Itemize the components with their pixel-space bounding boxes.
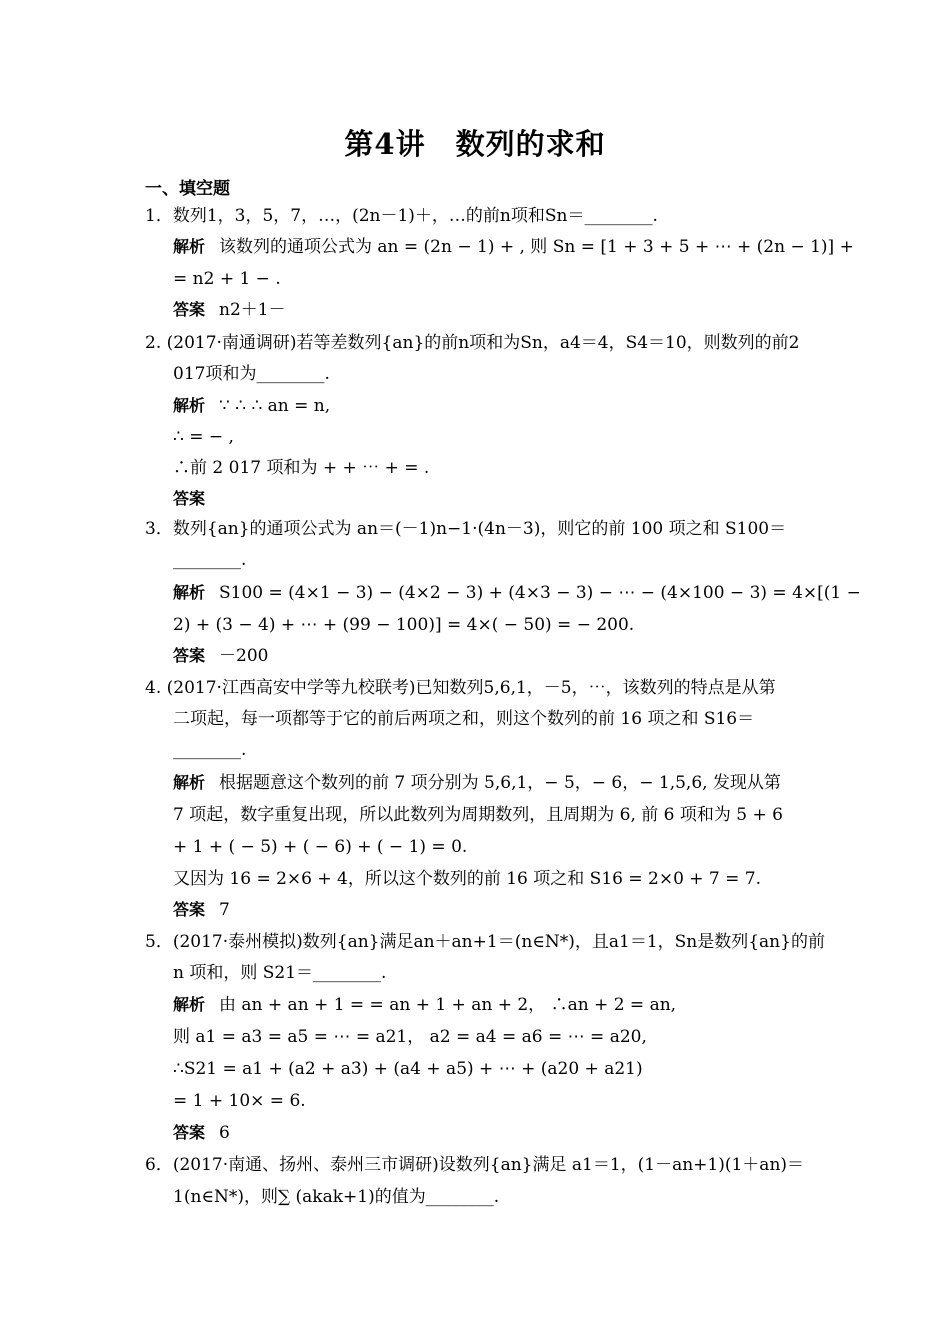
- page-title: 第4讲 数列的求和: [344, 127, 606, 161]
- answer-label: 答案: [173, 489, 206, 508]
- problem-4: 4. (2017·江西高安中学等九校联考)已知数列5,6,1，－5，⋯，该数列的特点是从第: [145, 678, 776, 698]
- analysis-label: 解析: [173, 237, 206, 256]
- problem-1-analysis-cont: = n2 + 1 − .: [173, 269, 281, 289]
- problem-2-analysis-line3: ∴前 2 017 项和为 + + ⋯ + = .: [173, 458, 430, 478]
- problem-2: 2. (2017·南通调研)若等差数列{an}的前n项和为Sn，a4＝4，S4＝10，则数列的前2: [145, 333, 800, 353]
- problem-4-analysis-line2: 7 项起，数字重复出现，所以此数列为周期数列，且周期为 6, 前 6 项和为 5 + 6: [173, 805, 783, 825]
- problem-5: 5．(2017·泰州模拟)数列{an}满足an＋an+1＝(n∈N*)，且a1＝1，Sn是数列{an}的前: [145, 932, 825, 952]
- problem-3-cont: ________.: [173, 550, 247, 570]
- answer-label: 答案: [173, 900, 206, 919]
- analysis-label: 解析: [173, 995, 206, 1014]
- answer-label: 答案: [173, 1123, 206, 1142]
- problem-4-analysis-line4: 又因为 16 = 2×6 + 4，所以这个数列的前 16 项之和 S16 = 2×0 + 7 = 7.: [173, 869, 762, 889]
- analysis-label: 解析: [173, 396, 206, 415]
- problem-4-cont: 二项起，每一项都等于它的前后两项之和，则这个数列的前 16 项之和 S16＝: [173, 709, 755, 729]
- problem-3-answer: 答案 －200: [173, 646, 269, 666]
- problem-2-analysis: 解析 ∵ ∴ ∴ an = n,: [173, 396, 331, 416]
- problem-5-analysis-line4: = 1 + 10× = 6.: [173, 1091, 306, 1111]
- problem-3-analysis-cont: 2) + (3 − 4) + ⋯ + (99 − 100)] = 4×( − 50) = − 200.: [173, 615, 635, 635]
- problem-1-answer: 答案 n2＋1－: [173, 300, 286, 320]
- problem-5-analysis: 解析 由 an + an + 1 = = an + 1 + an + 2， ∴an + 2 = an,: [173, 995, 677, 1015]
- problem-2-cont: 017项和为________.: [173, 364, 330, 384]
- problem-6-cont: 1(n∈N*)，则∑ (akak+1)的值为________.: [173, 1187, 500, 1207]
- problem-1-analysis: 解析 该数列的通项公式为 an = (2n − 1) + , 则 Sn = [1 + 3 + 5 + ⋯ + (2n − 1)] +: [173, 237, 854, 257]
- problem-4-answer: 答案 7: [173, 900, 230, 920]
- problem-5-cont: n 项和，则 S21＝________.: [173, 963, 387, 983]
- problem-4-blank: ________.: [173, 740, 247, 760]
- problem-3: 3．数列{an}的通项公式为 an＝(－1)n−1·(4n－3)，则它的前 100 项之和 S100＝: [145, 519, 787, 539]
- problem-5-answer: 答案 6: [173, 1123, 230, 1143]
- analysis-label: 解析: [173, 583, 206, 602]
- answer-label: 答案: [173, 300, 206, 319]
- section-heading: 一、填空题: [145, 179, 230, 199]
- problem-4-analysis-line3: + 1 + ( − 5) + ( − 6) + ( − 1) = 0.: [173, 837, 468, 857]
- problem-5-analysis-line2: 则 a1 = a3 = a5 = ⋯ = a21， a2 = a4 = a6 = ⋯ = a20,: [173, 1027, 647, 1047]
- problem-2-analysis-line2: ∴ = − ,: [173, 427, 234, 447]
- problem-5-analysis-line3: ∴S21 = a1 + (a2 + a3) + (a4 + a5) + ⋯ + (a20 + a21): [173, 1059, 643, 1079]
- problem-6: 6．(2017·南通、扬州、泰州三市调研)设数列{an}满足 a1＝1，(1－an+1)(1＋an)＝: [145, 1155, 805, 1175]
- analysis-label: 解析: [173, 773, 206, 792]
- problem-4-analysis: 解析 根据题意这个数列的前 7 项分别为 5,6,1，− 5，− 6，− 1,5,6, 发现从第: [173, 773, 781, 793]
- problem-1: 1．数列1，3，5，7，…，(2n－1)＋，…的前n项和Sn＝________.: [145, 206, 658, 226]
- answer-label: 答案: [173, 646, 206, 665]
- problem-3-analysis: 解析 S100 = (4×1 − 3) − (4×2 − 3) + (4×3 − 3) − ⋯ − (4×100 − 3) = 4×[(1 −: [173, 583, 861, 603]
- problem-2-answer: [173, 489, 219, 509]
